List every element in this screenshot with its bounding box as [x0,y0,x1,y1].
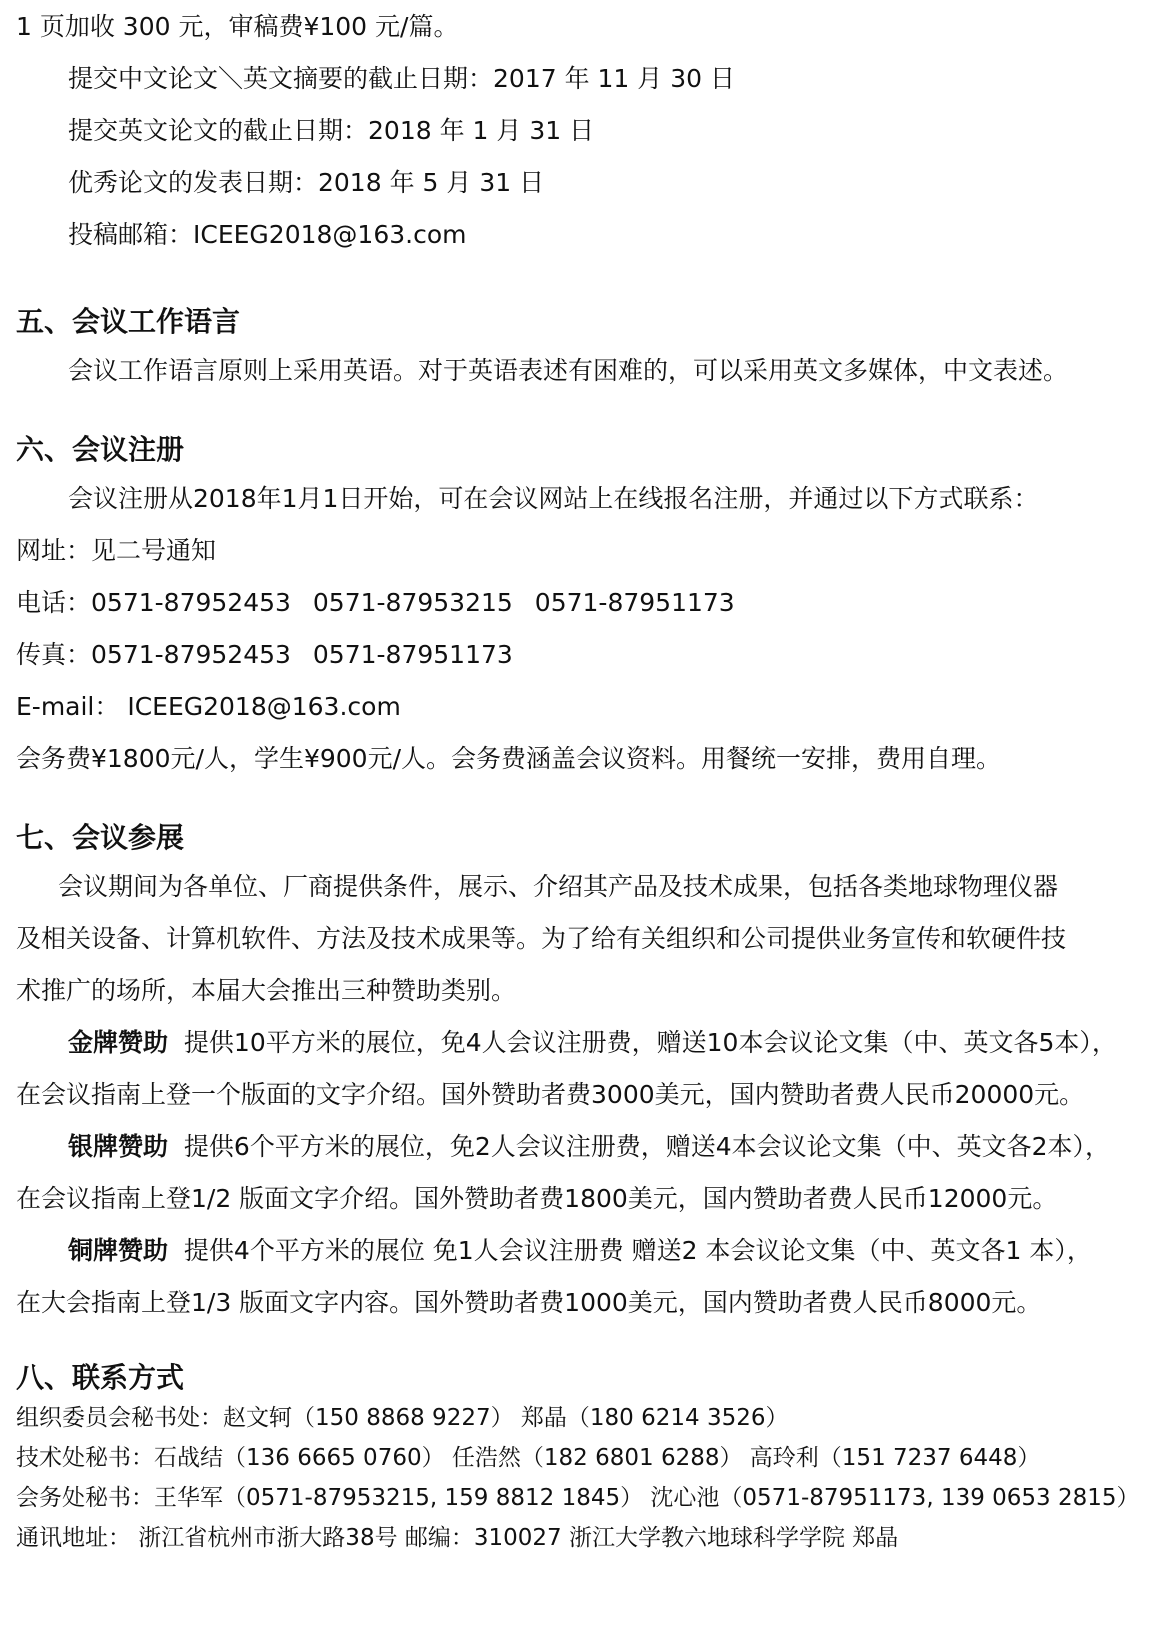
email-line: E-mail： ICEEG2018@163.com [16,692,401,721]
bronze-sponsor-line-2: 在大会指南上登1/3 版面文字内容。国外赞助者费1000美元，国内赞助者费人民币8000元。 [16,1288,1042,1317]
phone-line [16,588,1166,618]
phone-number-3: 0571-87951173 [534,588,735,617]
review-fee-line: 1 页加收 300 元，审稿费¥100 元/篇。 [16,12,459,41]
technical-secretary-line: 技术处秘书：石战结（136 6665 0760） 任浩然（182 6801 6288） 高玲利（151 7237 6448） [16,1445,1041,1471]
section-heading-registration: 六、会议注册 [16,433,185,466]
phone-number-1: 0571-87952453 [91,588,291,617]
fax-line [16,640,1166,670]
bronze-sponsor-label: 铜牌赞助 [68,1236,169,1265]
org-committee-secretary-line: 组织委员会秘书处：赵文轲（150 8868 9227） 郑晶（180 6214 3526） [16,1405,789,1431]
submission-email-line: 投稿邮箱：ICEEG2018@163.com [68,220,467,249]
section-heading-language: 五、会议工作语言 [16,305,241,338]
phone-number-2: 0571-87953215 [312,588,513,617]
chinese-deadline-line: 提交中文论文＼英文摘要的截止日期：2017 年 11 月 30 日 [68,64,735,93]
exhibition-paragraph-line-1: 会议期间为各单位、厂商提供条件，展示、介绍其产品及技术成果，包括各类地球物理仪器 [58,872,1059,901]
section-heading-exhibition: 七、会议参展 [16,821,185,854]
registration-intro: 会议注册从2018年1月1日开始，可在会议网站上在线报名注册，并通过以下方式联系： [68,484,1039,513]
exhibition-paragraph-line-2: 及相关设备、计算机软件、方法及技术成果等。为了给有关组织和公司提供业务宣传和软硬件技 [16,924,1067,953]
gold-sponsor-line-2: 在会议指南上登一个版面的文字介绍。国外赞助者费3000美元，国内赞助者费人民币20000元。 [16,1080,1085,1109]
section-heading-contact: 八、联系方式 [16,1361,185,1394]
bronze-sponsor-line-1 [68,1236,1166,1266]
fax-label: 传真： [16,640,92,669]
silver-sponsor-line-2: 在会议指南上登1/2 版面文字介绍。国外赞助者费1800美元，国内赞助者费人民币12000元。 [16,1184,1058,1213]
phone-label: 电话： [16,588,92,617]
website-line: 网址：见二号通知 [16,536,217,565]
publication-date-line: 优秀论文的发表日期：2018 年 5 月 31 日 [68,168,545,197]
language-paragraph: 会议工作语言原则上采用英语。对于英语表述有困难的，可以采用英文多媒体，中文表述。 [68,356,1069,385]
silver-sponsor-label: 银牌赞助 [68,1132,169,1161]
silver-sponsor-text: 提供6个平方米的展位，免2人会议注册费，赠送4本会议论文集（中、英文各2本）， [183,1132,1111,1161]
gold-sponsor-label: 金牌赞助 [68,1028,169,1057]
exhibition-paragraph-line-3: 术推广的场所，本届大会推出三种赞助类别。 [16,976,517,1005]
bronze-sponsor-text: 提供4个平方米的展位 免1人会议注册费 赠送2 本会议论文集（中、英文各1 本）， [183,1236,1092,1265]
mailing-address-line: 通讯地址： 浙江省杭州市浙大路38号 邮编：310027 浙江大学教六地球科学学院 郑晶 [16,1525,899,1551]
english-deadline-line: 提交英文论文的截止日期：2018 年 1 月 31 日 [68,116,595,145]
gold-sponsor-text: 提供10平方米的展位，免4人会议注册费，赠送10本会议论文集（中、英文各5本）， [183,1028,1117,1057]
silver-sponsor-line-1 [68,1132,1166,1162]
gold-sponsor-line-1 [68,1028,1166,1058]
fax-number-2: 0571-87951173 [312,640,513,669]
affairs-secretary-line: 会务处秘书：王华军（0571-87953215, 159 8812 1845） 沈心池（0571-87951173, 139 0653 2815） [16,1485,1140,1511]
registration-fee-line: 会务费¥1800元/人，学生¥900元/人。会务费涵盖会议资料。用餐统一安排，费用自理。 [16,744,1002,773]
fax-number-1: 0571-87952453 [91,640,291,669]
